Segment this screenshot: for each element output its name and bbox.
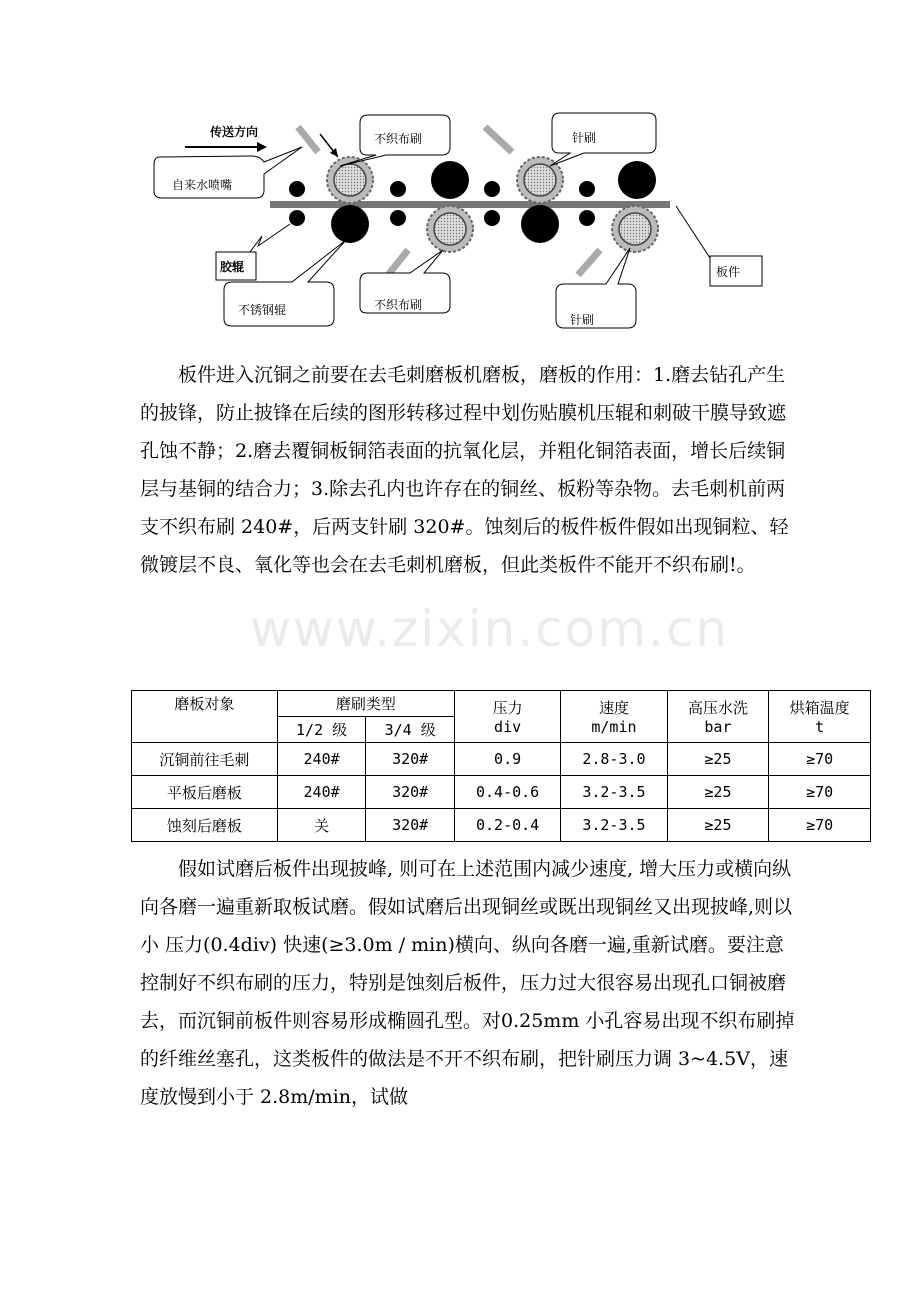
needle-brush-bottom <box>612 206 658 252</box>
label-board: 板件 <box>716 265 741 279</box>
label-needle-bottom: 针刷 <box>570 313 595 327</box>
small-roller <box>390 210 406 226</box>
small-roller <box>289 181 305 197</box>
cell-pressure: 0.2-0.4 <box>454 809 560 842</box>
watermark: www.zixin.com.cn <box>250 600 730 658</box>
brush-parameter-table <box>131 690 871 842</box>
cell-speed: 2.8-3.0 <box>561 743 667 776</box>
header-pressure: 压力 div <box>454 691 560 743</box>
cell-object: 平板后磨板 <box>132 776 278 809</box>
cell-object: 沉铜前往毛刺 <box>132 743 278 776</box>
header-three-quarter-grade: 3/4 级 <box>366 717 455 743</box>
header-half-grade: 1/2 级 <box>277 717 366 743</box>
water-nozzle <box>388 250 408 275</box>
header-object: 磨板对象 <box>132 691 278 743</box>
label-nonwoven-top: 不织布刷 <box>374 132 423 146</box>
small-roller <box>484 181 500 197</box>
cell-oven: ≥70 <box>769 809 871 842</box>
steel-roller <box>331 205 369 243</box>
cell-three-quarter: 320# <box>366 743 455 776</box>
cell-half: 240# <box>277 743 366 776</box>
cell-half: 关 <box>277 809 366 842</box>
brush-machine-diagram <box>140 100 780 340</box>
table-row <box>132 743 871 776</box>
callout-needle-bottom <box>556 248 636 328</box>
cell-oven: ≥70 <box>769 743 871 776</box>
cell-pressure: 0.9 <box>454 743 560 776</box>
small-roller <box>289 210 305 226</box>
label-nozzle: 自来水喷嘴 <box>172 178 233 192</box>
small-roller <box>579 210 595 226</box>
cell-wash: ≥25 <box>667 743 769 776</box>
label-rubber-roller: 胶辊 <box>220 260 245 274</box>
steel-roller <box>618 161 656 199</box>
cell-pressure: 0.4-0.6 <box>454 776 560 809</box>
cell-speed: 3.2-3.5 <box>561 809 667 842</box>
label-steel-roller: 不锈钢辊 <box>238 303 287 317</box>
steel-roller <box>431 161 469 199</box>
label-needle-top: 针刷 <box>572 131 597 145</box>
rubber-roller-pointer <box>250 224 290 252</box>
cell-wash: ≥25 <box>667 776 769 809</box>
cell-three-quarter: 320# <box>366 809 455 842</box>
header-brush-type: 磨刷类型 <box>277 691 454 717</box>
label-nonwoven-bottom: 不织布刷 <box>374 298 423 312</box>
callout-needle-top <box>550 113 656 166</box>
cell-wash: ≥25 <box>667 809 769 842</box>
cell-three-quarter: 320# <box>366 776 455 809</box>
small-roller <box>390 181 406 197</box>
header-wash: 高压水洗 bar <box>667 691 769 743</box>
paragraph-intro-text: 板件进入沉铜之前要在去毛刺磨板机磨板，磨板的作用：1.磨去钻孔产生的披锋，防止披锋在后续的图形转移过程中划伤贴膜机压辊和刺破干膜导致遮孔蚀不静；2.磨去覆铜板铜箔表面的抗氧化层，并粗化铜箔表面，增长后续铜层与基铜的结合力；3.除去孔内也许存在的铜丝、板粉等杂物。去毛刺机前两支不织布刷 240#，后两支针刷 320#。蚀刻后的板件板件假如出现铜粒、轻微镀层不良、氧化等也会在去毛刺机磨板，但此类板件不能开不织布刷!。 <box>140 364 789 576</box>
table-row <box>132 776 871 809</box>
paragraph-trial <box>140 850 800 1116</box>
cell-oven: ≥70 <box>769 776 871 809</box>
steel-roller <box>521 205 559 243</box>
direction-arrowhead <box>257 142 267 152</box>
paragraph-trial-text: 假如试磨后板件出现披峰, 则可在上述范围内减少速度, 增大压力或横向纵向各磨一遍重新取板试磨。假如试磨后出现铜丝或既出现铜丝又出现披峰,则以小 压力(0.4div) 快速(≥3.0m / min)横向、纵向各磨一遍,重新试磨。要注意控制好不织布刷的压力，特别是蚀刻后板件，压力过大很容易出现孔口铜被磨去，而沉铜前板件则容易形成椭圆孔型。对0.25mm 小孔容易出现不织布刷掉的纤维丝塞孔，这类板件的做法是不开不织布刷，把针刷压力调 3~4.5V，速度放慢到小于 2.8m/min，试做 <box>140 858 795 1108</box>
cell-object: 蚀刻后磨板 <box>132 809 278 842</box>
cell-speed: 3.2-3.5 <box>561 776 667 809</box>
board-strip <box>270 201 670 208</box>
board-pointer <box>676 206 710 258</box>
header-speed: 速度 m/min <box>561 691 667 743</box>
header-oven: 烘箱温度 t <box>769 691 871 743</box>
water-nozzle <box>485 127 512 152</box>
nonwoven-brush-bottom <box>427 206 473 252</box>
paragraph-intro <box>140 356 800 584</box>
small-roller <box>484 210 500 226</box>
cell-half: 240# <box>277 776 366 809</box>
table-row <box>132 809 871 842</box>
water-nozzle <box>578 250 600 275</box>
small-roller <box>579 181 595 197</box>
direction-label: 传送方向 <box>210 125 259 139</box>
